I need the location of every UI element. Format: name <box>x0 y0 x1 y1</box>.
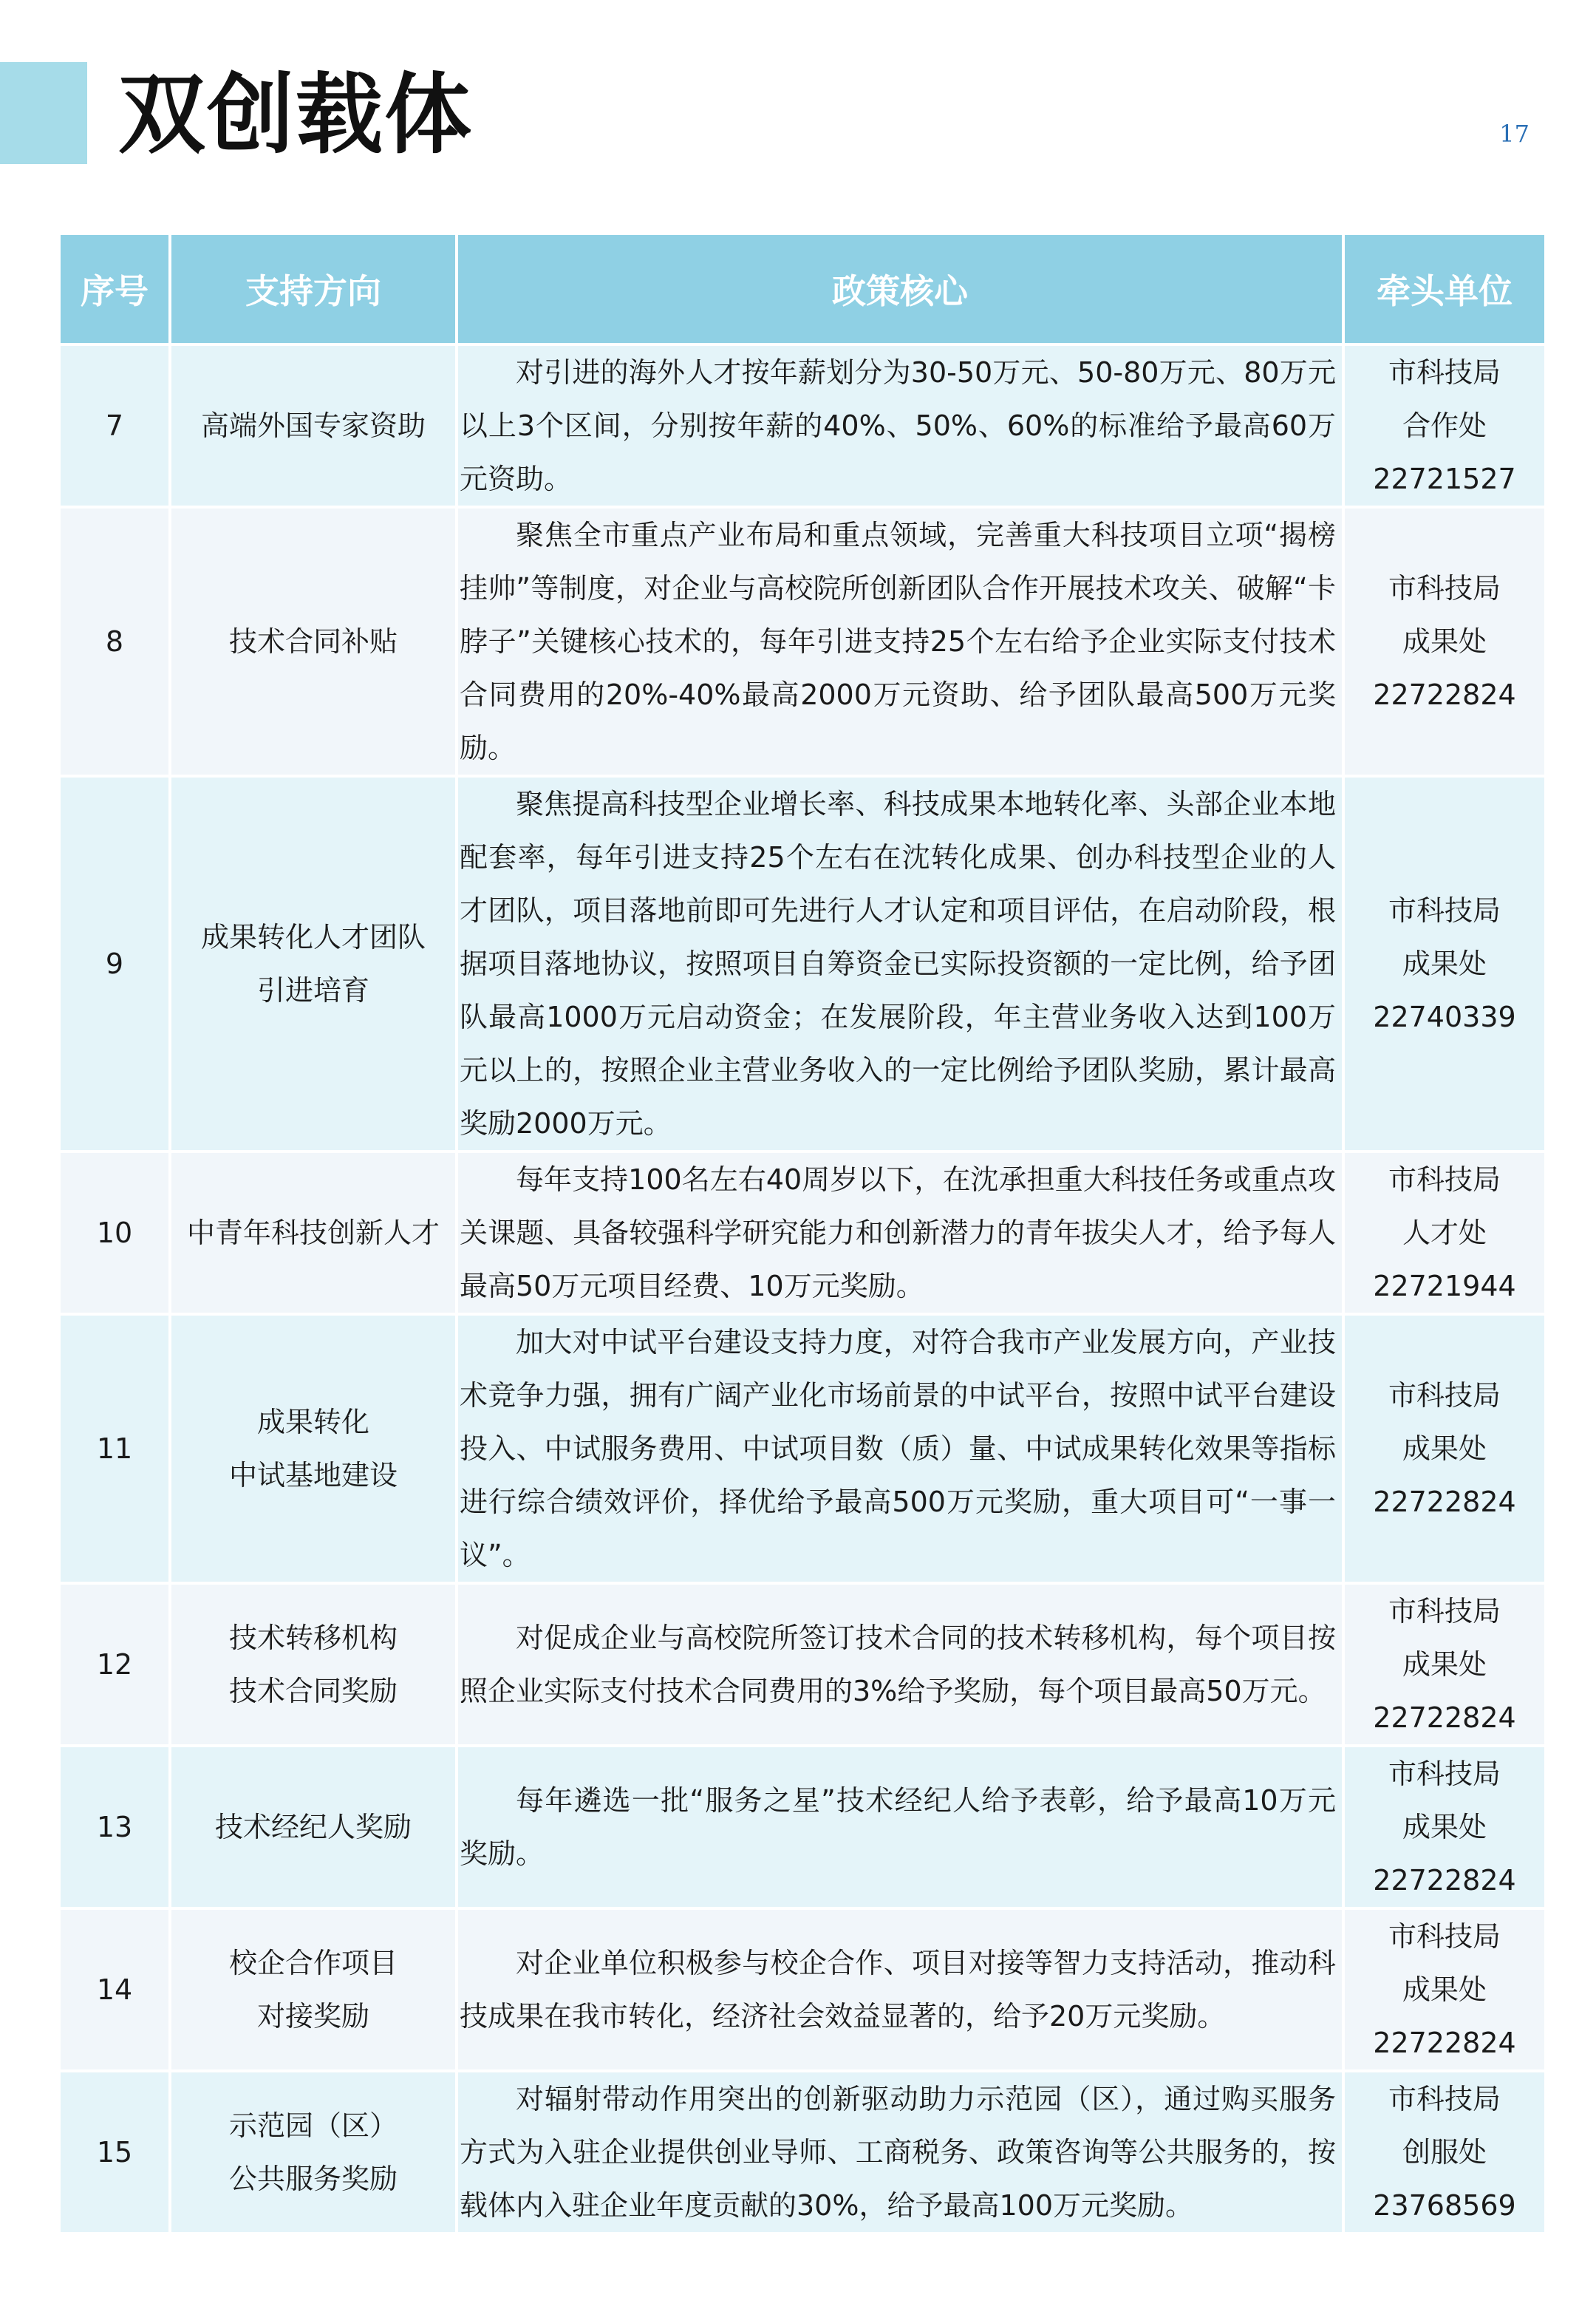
row-lead-unit: 市科技局 成果处 22722824 <box>1345 1747 1544 1910</box>
row-lead-unit: 市科技局 人才处 22721944 <box>1345 1153 1544 1316</box>
table-row <box>61 509 1544 778</box>
table-header-row <box>61 235 1544 346</box>
row-policy-core: 对企业单位积极参与校企合作、项目对接等智力支持活动，推动科技成果在我市转化，经济社会效益显著的，给予20万元奖励。 <box>458 1910 1345 2072</box>
row-lead-unit: 市科技局 成果处 22722824 <box>1345 1585 1544 1747</box>
row-direction: 成果转化 中试基地建设 <box>171 1316 458 1585</box>
table-row <box>61 1910 1544 2072</box>
row-seq: 7 <box>61 346 171 509</box>
row-direction: 中青年科技创新人才 <box>171 1153 458 1316</box>
row-direction: 技术合同补贴 <box>171 509 458 778</box>
table-row <box>61 1316 1544 1585</box>
table-row <box>61 346 1544 509</box>
row-direction: 校企合作项目 对接奖励 <box>171 1910 458 2072</box>
row-policy-core: 聚焦提高科技型企业增长率、科技成果本地转化率、头部企业本地配套率，每年引进支持25个左右在沈转化成果、创办科技型企业的人才团队，项目落地前即可先进行人才认定和项目评估，在启动阶段，根据项目落地协议，按照项目自筹资金已实际投资额的一定比例，给予团队最高1000万元启动资金；在发展阶段，年主营业务收入达到100万元以上的，按照企业主营业务收入的一定比例给予团队奖励，累计最高奖励2000万元。 <box>458 778 1345 1153</box>
row-seq: 14 <box>61 1910 171 2072</box>
row-direction: 成果转化人才团队 引进培育 <box>171 778 458 1153</box>
row-policy-core: 每年支持100名左右40周岁以下，在沈承担重大科技任务或重点攻关课题、具备较强科学研究能力和创新潜力的青年拔尖人才，给予每人最高50万元项目经费、10万元奖励。 <box>458 1153 1345 1316</box>
table-row <box>61 1153 1544 1316</box>
column-header-seq: 序号 <box>61 235 171 346</box>
row-lead-unit: 市科技局 成果处 22722824 <box>1345 509 1544 778</box>
row-lead-unit: 市科技局 合作处 22721527 <box>1345 346 1544 509</box>
row-lead-unit: 市科技局 成果处 22740339 <box>1345 778 1544 1153</box>
row-policy-core: 每年遴选一批“服务之星”技术经纪人给予表彰，给予最高10万元奖励。 <box>458 1747 1345 1910</box>
row-policy-core: 聚焦全市重点产业布局和重点领域，完善重大科技项目立项“揭榜挂帅”等制度，对企业与高校院所创新团队合作开展技术攻关、破解“卡脖子”关键核心技术的，每年引进支持25个左右给予企业实际支付技术合同费用的20%-40%最高2000万元资助、给予团队最高500万元奖励。 <box>458 509 1345 778</box>
row-direction: 技术转移机构 技术合同奖励 <box>171 1585 458 1747</box>
row-policy-core: 对辐射带动作用突出的创新驱动助力示范园（区），通过购买服务方式为入驻企业提供创业导师、工商税务、政策咨询等公共服务的，按载体内入驻企业年度贡献的30%，给予最高100万元奖励。 <box>458 2072 1345 2235</box>
row-policy-core: 加大对中试平台建设支持力度，对符合我市产业发展方向，产业技术竞争力强，拥有广阔产业化市场前景的中试平台，按照中试平台建设投入、中试服务费用、中试项目数（质）量、中试成果转化效果等指标进行综合绩效评价，择优给予最高500万元奖励，重大项目可“一事一议”。 <box>458 1316 1345 1585</box>
row-lead-unit: 市科技局 成果处 22722824 <box>1345 1910 1544 2072</box>
row-direction: 示范园（区） 公共服务奖励 <box>171 2072 458 2235</box>
column-header-unit: 牵头单位 <box>1345 235 1544 346</box>
column-header-core: 政策核心 <box>458 235 1345 346</box>
row-lead-unit: 市科技局 成果处 22722824 <box>1345 1316 1544 1585</box>
row-direction: 技术经纪人奖励 <box>171 1747 458 1910</box>
row-lead-unit: 市科技局 创服处 23768569 <box>1345 2072 1544 2235</box>
row-seq: 9 <box>61 778 171 1153</box>
column-header-direction: 支持方向 <box>171 235 458 346</box>
row-seq: 10 <box>61 1153 171 1316</box>
table-row <box>61 1747 1544 1910</box>
table-row <box>61 1585 1544 1747</box>
row-seq: 13 <box>61 1747 171 1910</box>
row-seq: 11 <box>61 1316 171 1585</box>
table-row <box>61 2072 1544 2235</box>
row-seq: 12 <box>61 1585 171 1747</box>
row-direction: 高端外国专家资助 <box>171 346 458 509</box>
page-title: 双创载体 <box>118 64 474 166</box>
row-seq: 8 <box>61 509 171 778</box>
row-policy-core: 对促成企业与高校院所签订技术合同的技术转移机构，每个项目按照企业实际支付技术合同费用的3%给予奖励，每个项目最高50万元。 <box>458 1585 1345 1747</box>
policy-table <box>61 235 1544 2235</box>
page-number: 17 <box>1499 120 1530 148</box>
row-seq: 15 <box>61 2072 171 2235</box>
title-accent-block <box>0 62 87 164</box>
table-row <box>61 778 1544 1153</box>
row-policy-core: 对引进的海外人才按年薪划分为30-50万元、50-80万元、80万元以上3个区间，分别按年薪的40%、50%、60%的标准给予最高60万元资助。 <box>458 346 1345 509</box>
